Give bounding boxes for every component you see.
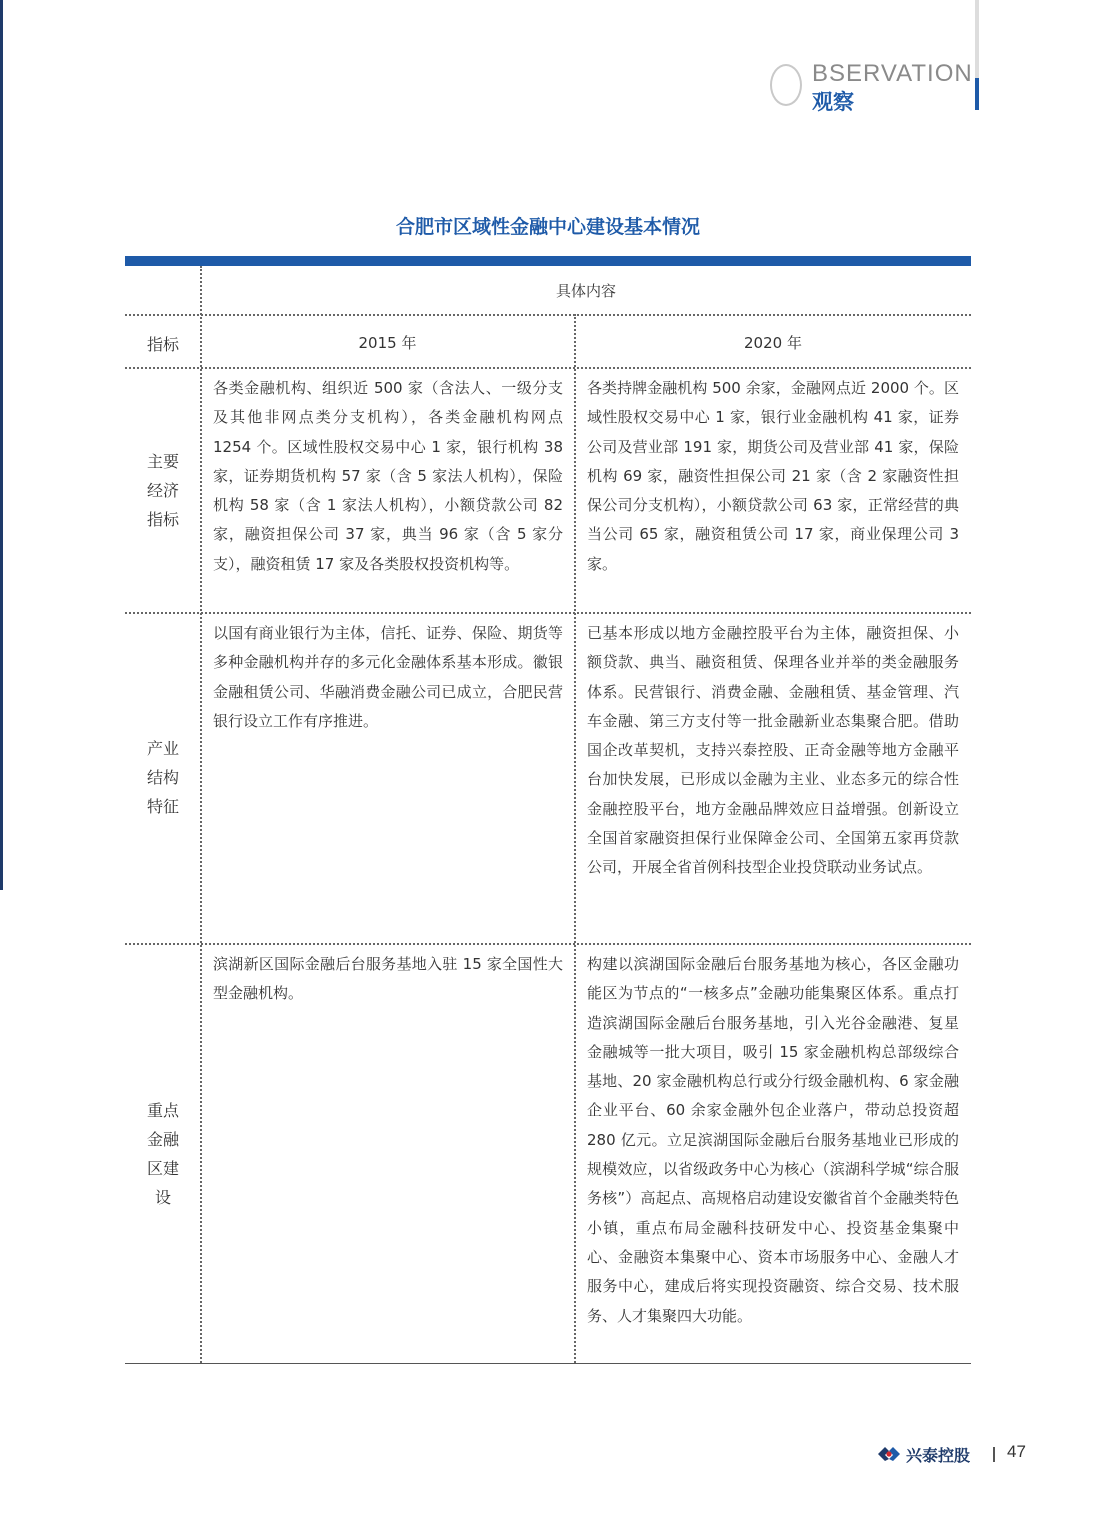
table-divider (125, 612, 971, 614)
company-logo-icon (876, 1445, 902, 1463)
page-number: 47 (1007, 1442, 1026, 1461)
cell-2015-key-financial-zone: 滨湖新区国际金融后台服务基地入驻 15 家全国性大型金融机构。 (213, 955, 563, 1003)
row-label-line: 指标 (146, 510, 179, 529)
row-label-line: 设 (154, 1188, 171, 1207)
header-year-2020: 2020 年 (744, 334, 802, 352)
row-label-line: 产业 (146, 739, 179, 758)
footer-separator (993, 1447, 995, 1462)
row-label-line: 金融 (146, 1130, 179, 1149)
row-label-key-financial-zone (126, 1096, 200, 1212)
logo-text: 兴泰控股 (906, 1446, 971, 1465)
cell-2020-key-financial-zone: 构建以滨湖国际金融后台服务基地为核心，各区金融功能区为节点的“一核多点”金融功能集聚区体系。重点打造滨湖国际金融后台服务基地，引入光谷金融港、复星金融城等一批大项目，吸引 15 家金融机构总部级综合基地、20 家金融机构总行或分行级金融机构、6 家金融企业平台、60 余家金融外包企业落户，带动总投资超 280 亿元。立足滨湖国际金融后台服务基地业已形成的规模效应，以省级政务中心为核心（滨湖科学城“综合服务核”）高起点、高规格启动建设安徽省首个金融类特色小镇，重点布局金融科技研发中心、投资基金集聚中心、金融资本集聚中心、资本市场服务中心、金融人才服务中心，建成后将实现投资融资、综合交易、技术服务、人才集聚四大功能。 (587, 955, 959, 1325)
row-label-industry-structure (126, 734, 200, 821)
table-title: 合肥市区域性金融中心建设基本情况 (395, 216, 700, 238)
row-label-line: 结构 (146, 768, 179, 787)
observation-title-en: BSERVATION (812, 60, 973, 87)
observation-title-cn: 观察 (812, 90, 854, 114)
left-edge-line (0, 0, 3, 890)
cell-2020-main-indicators: 各类持牌金融机构 500 余家，金融网点近 2000 个。区域性股权交易中心 1 家，银行业金融机构 41 家，证券公司及营业部 191 家，期货公司及营业部 41 家，保险机构 69 家，融资性担保公司 21 家（含 2 家融资性担保公司分支机构），小额贷款公司 63 家，正常经营的典当公司 65 家，融资租赁公司 17 家，商业保理公司 3 家。 (587, 379, 959, 573)
table-divider (125, 367, 971, 369)
footer-logo (876, 1443, 996, 1467)
table-divider (125, 943, 971, 945)
row-label-line: 区建 (146, 1159, 179, 1178)
table-bottom-line (125, 1363, 971, 1364)
observation-o-mark (770, 64, 802, 106)
cell-2015-main-indicators: 各类金融机构、组织近 500 家（含法人、一级分支及其他非网点类分支机构），各类金融机构网点 1254 个。区域性股权交易中心 1 家，银行机构 38 家，证券期货机构 57 家（含 5 家法人机构），保险机构 58 家（含 1 家法人机构），小额贷款公司 82 家，融资担保公司 37 家，典当 96 家（含 5 家分支），融资租赁 17 家及各类股权投资机构等。 (213, 379, 563, 573)
table-divider (125, 314, 971, 316)
row-label-line: 主要 (146, 452, 179, 471)
row-label-line: 重点 (146, 1101, 179, 1120)
table-column-divider (574, 314, 576, 1363)
table-column-divider (200, 266, 202, 1363)
observation-header (770, 58, 1080, 118)
row-label-line: 经济 (146, 481, 179, 500)
cell-2020-industry-structure: 已基本形成以地方金融控股平台为主体，融资担保、小额贷款、典当、融资租赁、保理各业并举的类金融服务体系。民营银行、消费金融、金融租赁、基金管理、汽车金融、第三方支付等一批金融新业态集聚合肥。借助国企改革契机，支持兴泰控股、正奇金融等地方金融平台加快发展，已形成以金融为主业、业态多元的综合性金融控股平台，地方金融品牌效应日益增强。创新设立全国首家融资担保行业保障金公司、全国第五家再贷款公司，开展全省首例科技型企业投贷联动业务试点。 (587, 624, 959, 877)
row-label-main-indicators (126, 447, 200, 534)
header-year-2015: 2015 年 (358, 334, 417, 352)
cell-2015-industry-structure: 以国有商业银行为主体，信托、证券、保险、期货等多种金融机构并存的多元化金融体系基本形成。徽银金融租赁公司、华融消费金融公司已成立，合肥民营银行设立工作有序推进。 (213, 624, 563, 730)
row-label-line: 特征 (146, 797, 179, 816)
header-indicator: 指标 (146, 335, 179, 354)
header-group-content: 具体内容 (555, 282, 616, 300)
table-top-bar (125, 256, 971, 266)
header-divider-accent (975, 78, 979, 110)
